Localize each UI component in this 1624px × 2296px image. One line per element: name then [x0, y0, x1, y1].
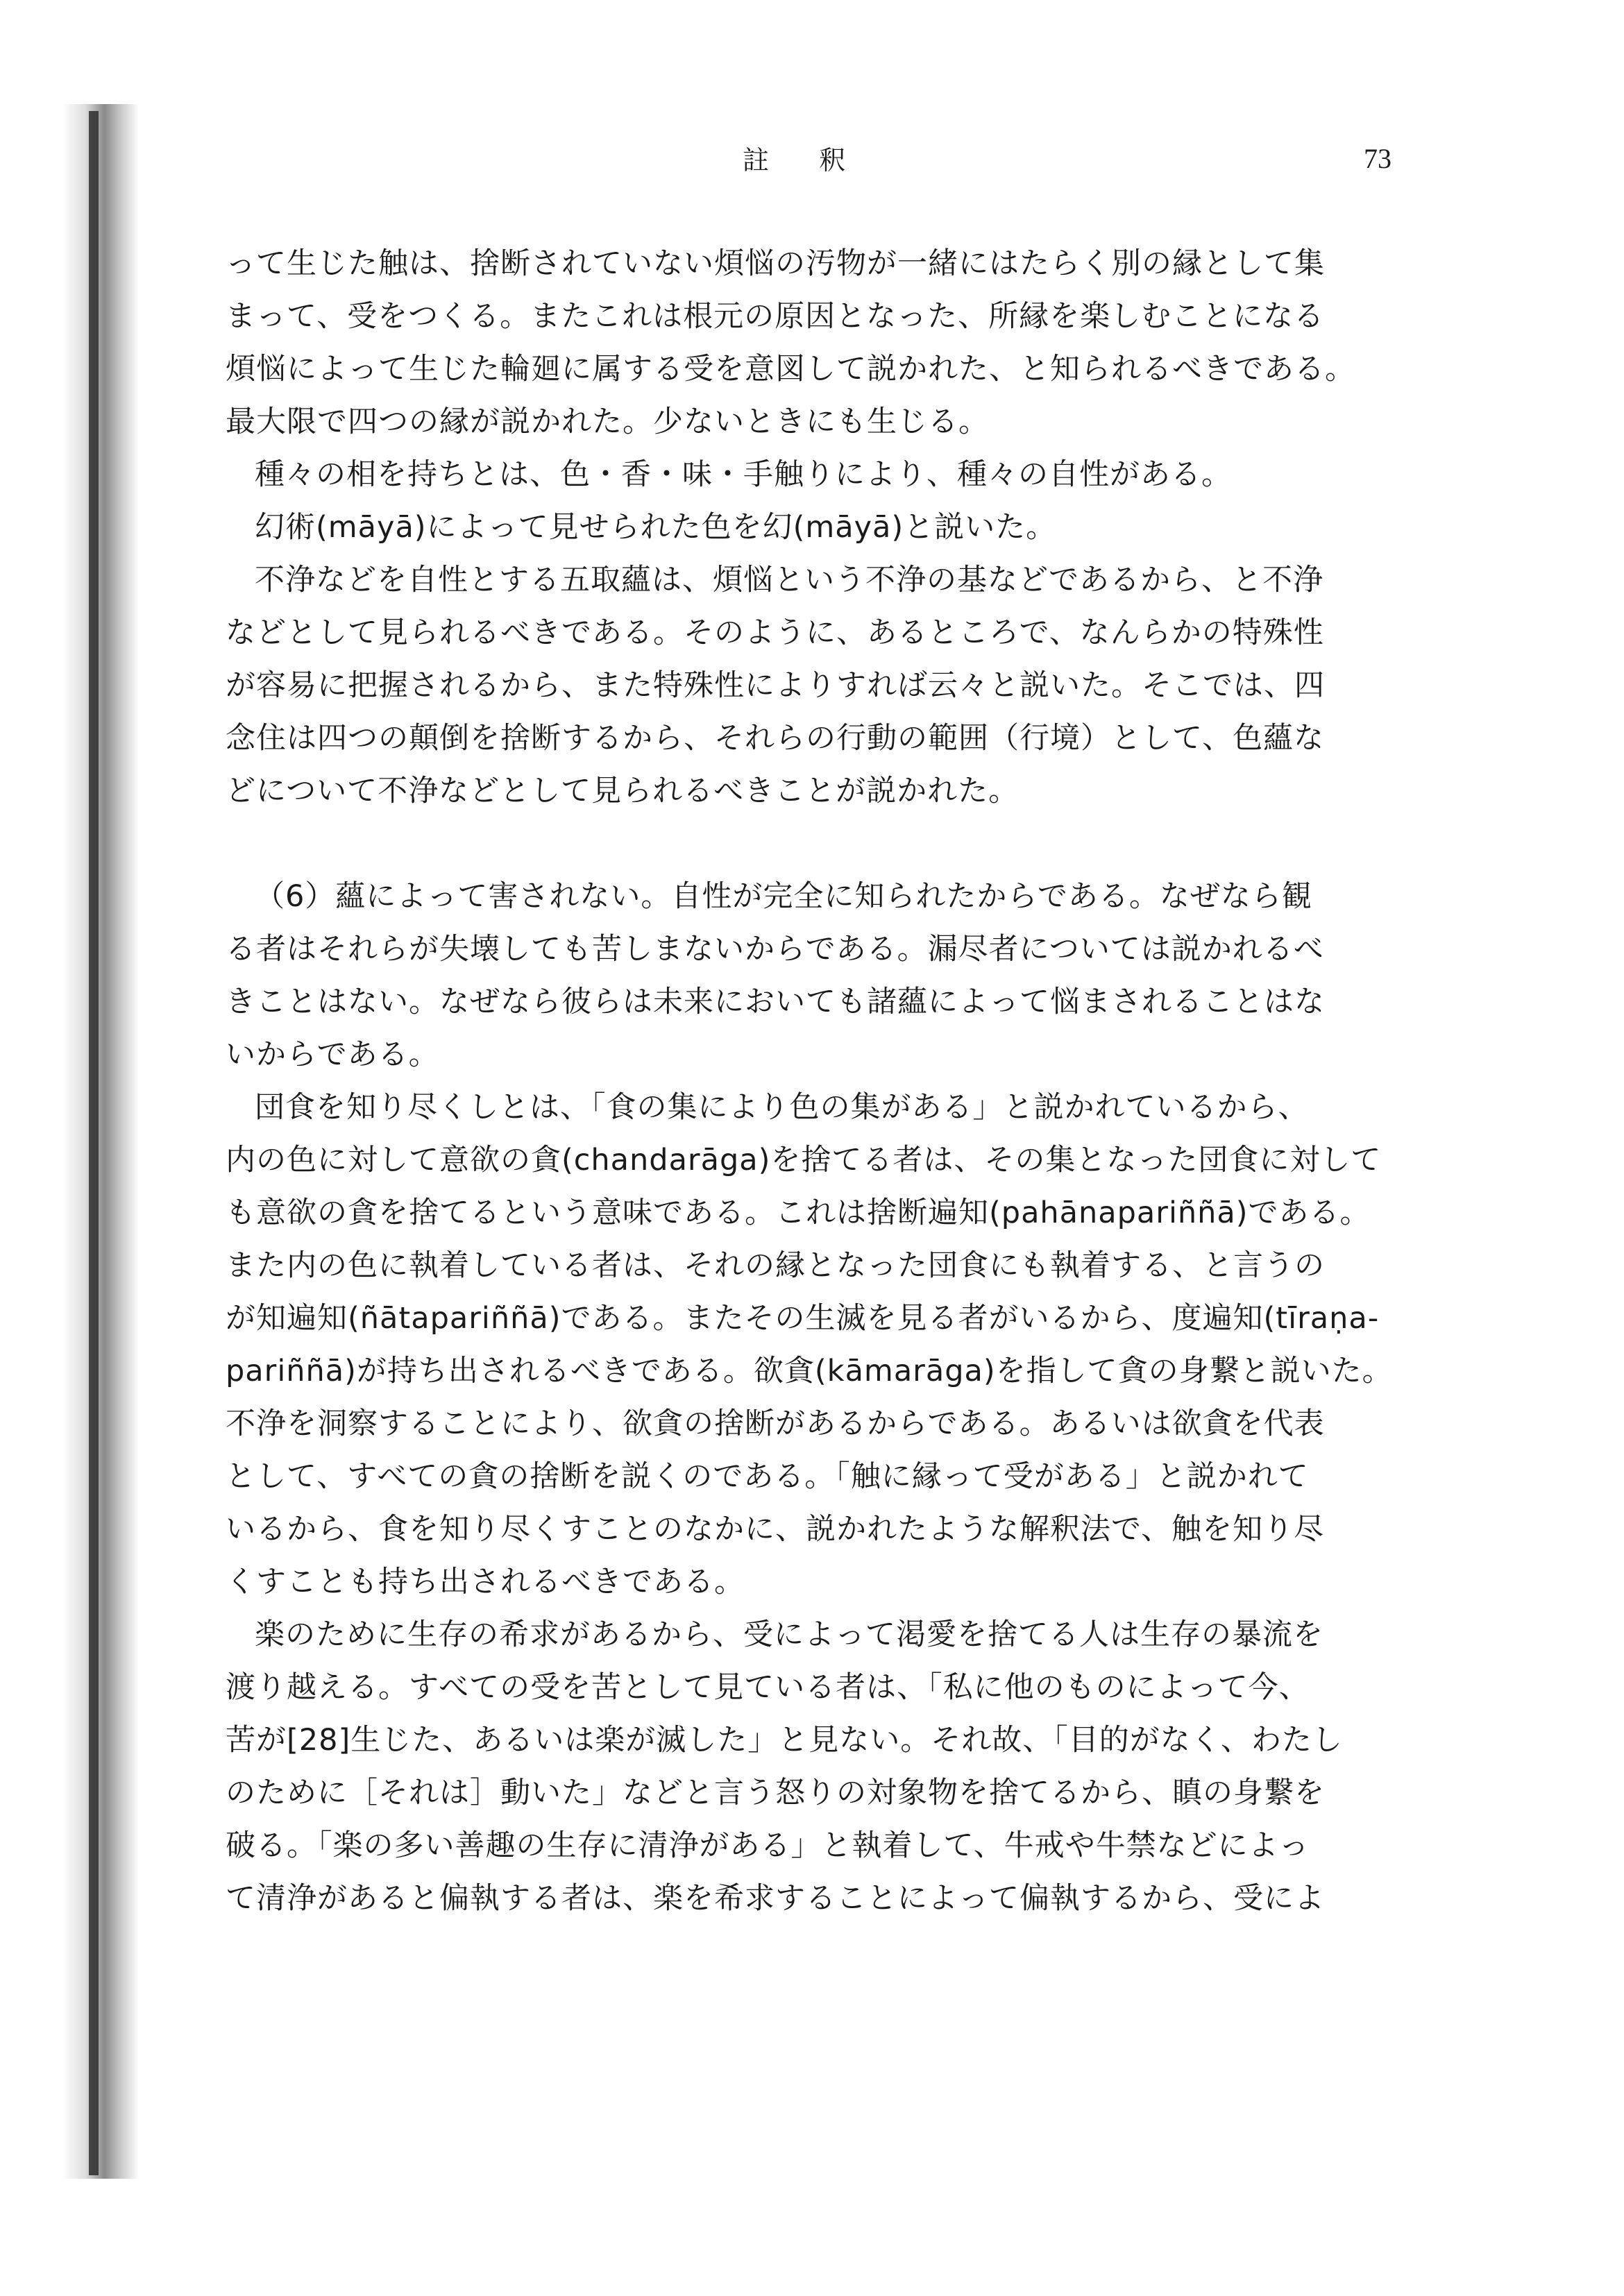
text-line: pariññā)が持ち出されるべきである。欲貪(kāmarāga)を指して貪の身繋と説いた。: [226, 1354, 1393, 1388]
text-line: 苦が[28]生じた、あるいは楽が滅した」と見ない。それ故、「目的がなく、わたし: [226, 1723, 1343, 1758]
text-line: いるから、食を知り尽くすことのなかに、説かれたような解釈法で、触を知り尽: [226, 1512, 1325, 1547]
text-line: のために［それは］動いた」などと言う怒りの対象物を捨てるから、瞋の身繋を: [226, 1776, 1325, 1810]
body-text: [226, 237, 1433, 1925]
text-line: などとして見られるべきである。そのように、あるところで、なんらかの特殊性: [226, 615, 1324, 650]
text-line: 内の色に対して意欲の貪(chandarāga)を捨てる者は、その集となった団食に対して: [226, 1143, 1382, 1177]
paragraph-gap: [226, 817, 1433, 870]
text-line: 楽のために生存の希求があるから、受によって渇愛を捨てる人は生存の暴流を: [255, 1617, 1323, 1652]
running-head: 註 釈: [743, 145, 867, 176]
text-line: 種々の相を持ちとは、色・香・味・手触りにより、種々の自性がある。: [255, 457, 1232, 492]
scan-binding-edge: [89, 111, 99, 2175]
text-line: また内の色に執着している者は、それの縁となった団食にも執着する、と言うの: [226, 1248, 1325, 1283]
text-line: 不浄などを自性とする五取蘊は、煩悩という不浄の基などであるから、と不浄: [255, 563, 1323, 597]
text-line: きことはない。なぜなら彼らは未来においても諸蘊によって悩まされることはな: [226, 985, 1325, 1019]
text-line: って生じた触は、捨断されていない煩悩の汚物が一緒にはたらく別の縁として集: [226, 246, 1325, 281]
text-line: が容易に把握されるから、また特殊性によりすれば云々と説いた。そこでは、四: [226, 668, 1325, 703]
text-line: 最大限で四つの縁が説かれた。少ないときにも生じる。: [226, 405, 989, 439]
text-line: も意欲の貪を捨てるという意味である。これは捨断遍知(pahānapariññā)である。: [226, 1196, 1371, 1230]
text-line: （6）蘊によって害されない。自性が完全に知られたからである。なぜなら観: [255, 879, 1312, 914]
text-line: 団食を知り尽くしとは、「食の集により色の集がある」と説かれているから、: [255, 1090, 1309, 1125]
text-line: いからである。: [226, 1037, 439, 1072]
scan-binding-shadow: [62, 104, 139, 2179]
text-line: て清浄があると偏執する者は、楽を希求することによって偏執するから、受によ: [226, 1881, 1325, 1916]
text-line: 渡り越える。すべての受を苦として見ている者は、「私に他のものによって今、: [226, 1670, 1310, 1705]
text-line: 念住は四つの顛倒を捨断するから、それらの行動の範囲（行境）として、色蘊な: [226, 721, 1325, 756]
page-number: 73: [1364, 143, 1392, 174]
text-line: る者はそれらが失壊しても苦しまないからである。漏尽者については説かれるべ: [226, 932, 1324, 967]
text-line: 不浄を洞察することにより、欲貪の捨断があるからである。あるいは欲貪を代表: [226, 1406, 1325, 1441]
text-line: どについて不浄などとして見られるべきことが説かれた。: [226, 774, 1020, 808]
text-line: まって、受をつくる。またこれは根元の原因となった、所縁を楽しむことになる: [226, 299, 1325, 334]
text-line: 煩悩によって生じた輪廻に属する受を意図して説かれた、と知られるべきである。: [226, 352, 1355, 386]
text-line: が知遍知(ñātapariññā)である。またその生滅を見る者がいるから、度遍知(tīraṇa-: [226, 1301, 1380, 1336]
text-line: 破る。「楽の多い善趣の生存に清浄がある」と執着して、牛戒や牛禁などによっ: [226, 1828, 1310, 1863]
text-line: 幻術(māyā)によって見せられた色を幻(māyā)と説いた。: [255, 510, 1057, 545]
text-line: として、すべての貪の捨断を説くのである。「触に縁って受がある」と説かれて: [226, 1459, 1309, 1494]
text-line: くすことも持ち出されるべきである。: [226, 1565, 745, 1599]
